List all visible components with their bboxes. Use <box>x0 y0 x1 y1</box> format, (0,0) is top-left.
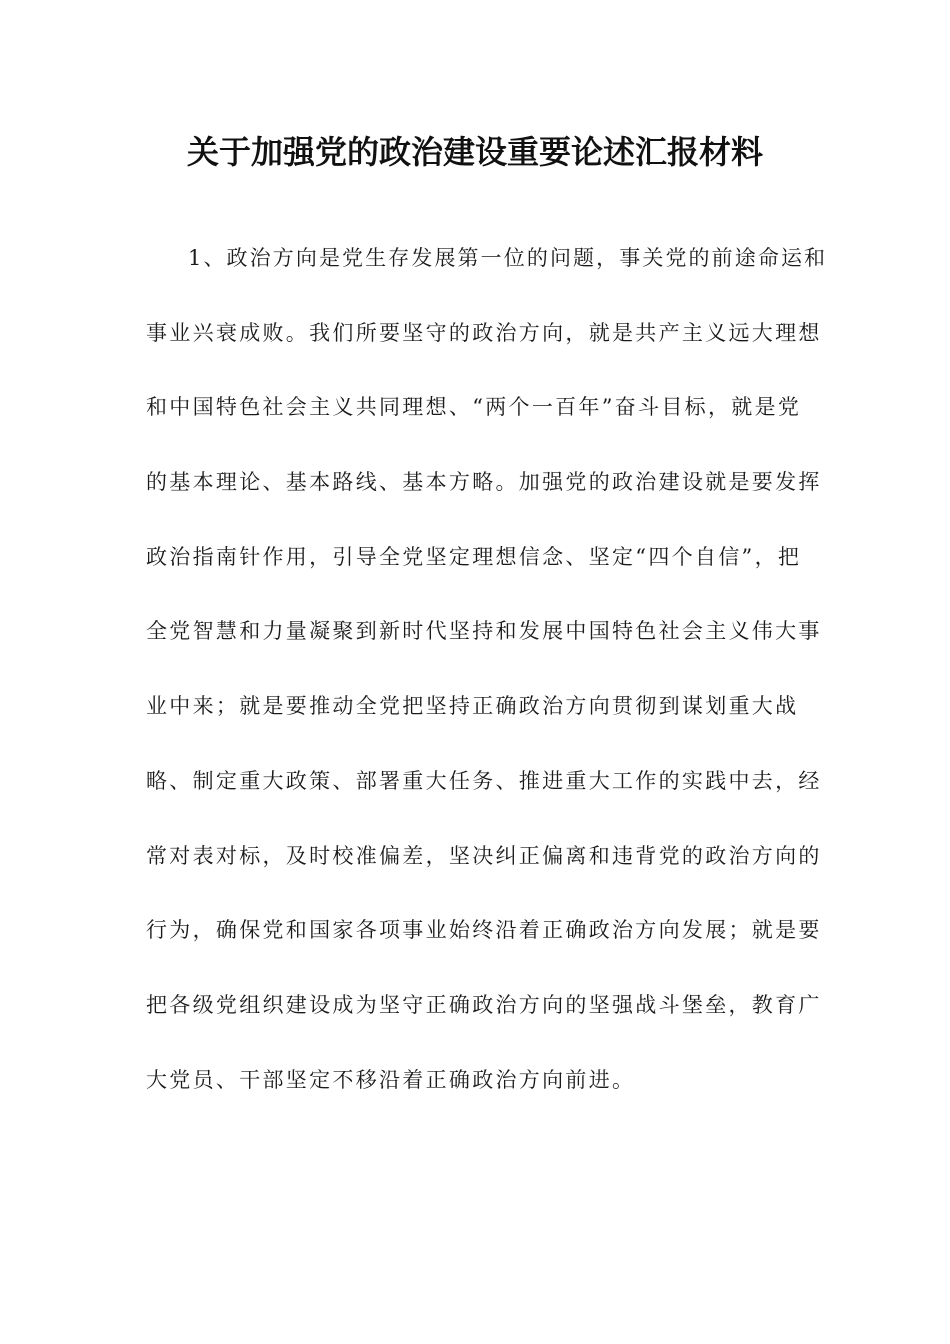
paragraph-line: 全党智慧和力量凝聚到新时代坚持和发展中国特色社会主义伟大事 <box>146 619 822 644</box>
paragraph-line: 政治指南针作用，引导全党坚定理想信念、坚定“四个自信”，把 <box>146 544 802 569</box>
document-body <box>146 236 828 1132</box>
paragraph-line: 常对表对标，及时校准偏差，坚决纠正偏离和违背党的政治方向的 <box>146 843 822 868</box>
paragraph-line: 的基本理论、基本路线、基本方略。加强党的政治建设就是要发挥 <box>146 470 822 495</box>
paragraph-line: 事业兴衰成败。我们所要坚守的政治方向，就是共产主义远大理想 <box>146 320 822 345</box>
paragraph-line: 行为，确保党和国家各项事业始终沿着正确政治方向发展；就是要 <box>146 918 822 943</box>
paragraph-line: 略、制定重大政策、部署重大任务、推进重大工作的实践中去，经 <box>146 768 822 793</box>
paragraph-line: 把各级党组织建设成为坚守正确政治方向的坚强战斗堡垒，教育广 <box>146 992 822 1017</box>
document-title: 关于加强党的政治建设重要论述汇报材料 <box>186 133 763 171</box>
paragraph-line: 业中来；就是要推动全党把坚持正确政治方向贯彻到谋划重大战 <box>146 694 799 719</box>
paragraph-line: 和中国特色社会主义共同理想、“两个一百年”奋斗目标，就是党 <box>146 395 802 420</box>
paragraph-line: 大党员、干部坚定不移沿着正确政治方向前进。 <box>146 1067 636 1092</box>
paragraph-line: 1、政治方向是党生存发展第一位的问题，事关党的前途命运和 <box>188 246 828 270</box>
